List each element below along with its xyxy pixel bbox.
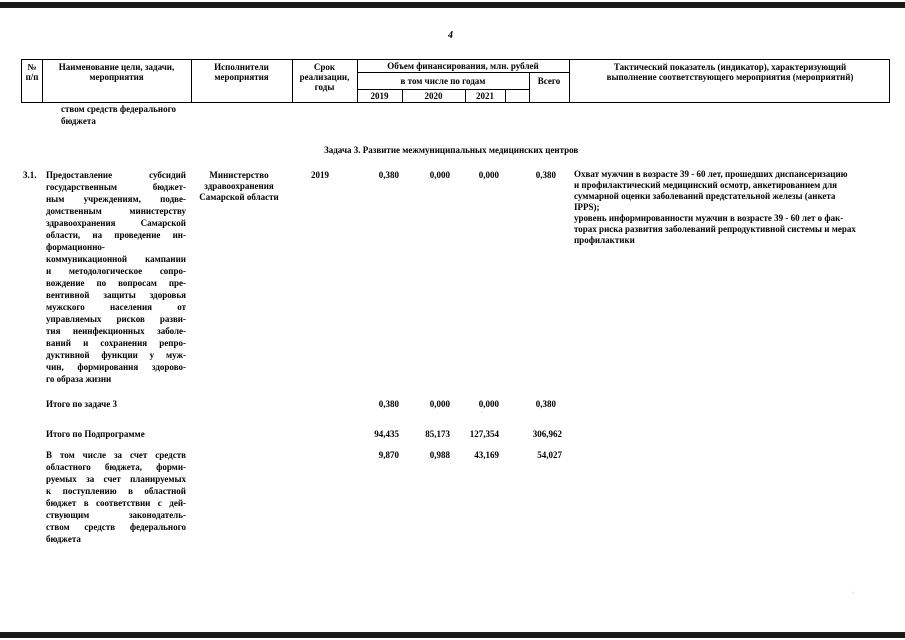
bottom-border <box>0 632 905 638</box>
row-2019: 0,380 <box>378 170 399 180</box>
table-header <box>21 59 890 103</box>
task-title: Задача 3. Развитие межмуниципальных медицинских центров <box>324 145 579 155</box>
row-total: 0,380 <box>535 170 556 180</box>
row-term: 2019 <box>311 170 329 180</box>
total-sub-label: Итого по Подпрограмме <box>46 429 145 439</box>
incl-regional-2021: 43,169 <box>474 450 499 460</box>
total-task3-total: 0,380 <box>535 399 556 409</box>
top-border <box>0 2 905 8</box>
header-year-2019: 2019 <box>370 91 389 101</box>
row-name: Предоставление субсидий государственным бюджет- ным учреждениям, подве- домственным министерству здравоохранения Самарской области, на проведение ин- формационно- коммуникационной кампании и методологическое сопро- вождение по вопросам пре- вентивной защиты здоровья мужского населения от управляемых рисков разви- тия неинфекционных заболе- ваний и сохранения репро- дуктивной функции у муж- чин, формирования здорово- го образа жизни <box>46 170 186 384</box>
page-number: 4 <box>448 30 453 41</box>
header-years-group: в том числе по годам <box>400 76 486 86</box>
total-sub-total: 306,962 <box>532 429 562 439</box>
header-col-term: Срок реализации, годы <box>299 62 350 92</box>
scan-speck: · <box>852 590 854 596</box>
total-task3-2020: 0,000 <box>429 399 450 409</box>
carryover-line-2: бюджета <box>61 116 96 126</box>
total-task3-2019: 0,380 <box>378 399 399 409</box>
header-col-name: Наименование цели, задачи, мероприятия <box>58 62 175 82</box>
row-number: 3.1. <box>23 170 37 180</box>
header-year-2021: 2021 <box>476 91 494 101</box>
row-executor: Министерство здравоохранения Самарской области <box>199 170 279 202</box>
header-col-num: № п/п <box>25 62 39 82</box>
total-task3-2021: 0,000 <box>478 399 499 409</box>
incl-regional-2020: 0,988 <box>429 450 450 460</box>
row-indicator: Охват мужчин в возрасте 39 - 60 лет, прошедших диспансеризацию и профилактический медицинский осмотр, анкетированием для суммарной оценки заболеваний предстательной железы (анкета IPPS); уровень информированности мужчин в возрасте 39 - 60 лет о фак- торах риска развития заболеваний репродуктивной системы и мерах профилактики <box>574 169 856 245</box>
row-2020: 0,000 <box>429 170 450 180</box>
carryover-line-1: ством средств федерального <box>61 104 176 114</box>
total-sub-2019: 94,435 <box>374 429 399 439</box>
incl-regional-2019: 9,870 <box>378 450 399 460</box>
incl-regional-total: 54,027 <box>537 450 562 460</box>
header-col-total: Всего <box>537 76 561 86</box>
incl-regional-label: В том числе за счет средств областного бюджета, форми- руемых за счет планируемых к поступлению в областной бюджет в соответствии с дей- ствующим законодатель- ством средств федерального бюджета <box>46 450 186 544</box>
header-year-2020: 2020 <box>424 91 443 101</box>
header-col-indicator: Тактический показатель (индикатор), характеризующий выполнение соответствующего мероприятия (мероприятий) <box>606 62 854 82</box>
scan-speck: · <box>481 410 483 416</box>
header-col-executors: Исполнители мероприятия <box>214 62 269 82</box>
total-task3-label: Итого по задаче 3 <box>46 399 117 409</box>
row-2021: 0,000 <box>478 170 499 180</box>
total-sub-2020: 85,173 <box>425 429 450 439</box>
header-col-financing: Объем финансирования, млн. рублей <box>387 61 539 71</box>
total-sub-2021: 127,354 <box>469 429 499 439</box>
